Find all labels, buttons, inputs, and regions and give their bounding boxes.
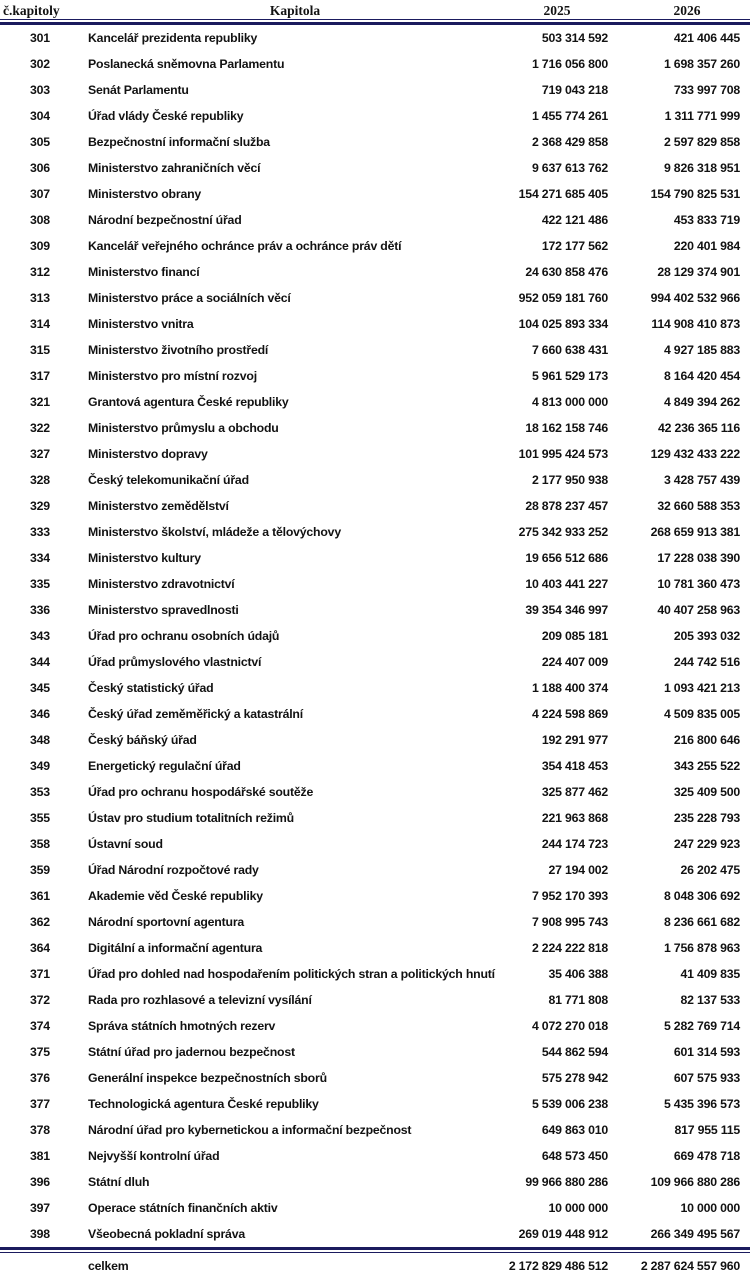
value-2026-cell: 1 311 771 999 xyxy=(664,109,740,123)
value-2026-cell: 453 833 719 xyxy=(673,213,740,227)
value-2025-cell: 649 863 010 xyxy=(541,1123,608,1137)
chapter-name-cell: Ministerstvo školství, mládeže a tělovýchovy xyxy=(88,525,341,539)
table-row xyxy=(0,883,750,909)
table-row xyxy=(0,1169,750,1195)
table-row xyxy=(0,181,750,207)
value-2026-cell: 205 393 032 xyxy=(673,629,740,643)
chapter-name-cell: Státní úřad pro jadernou bezpečnost xyxy=(88,1045,295,1059)
table-row xyxy=(0,1143,750,1169)
chapter-name-cell: Ministerstvo práce a sociálních věcí xyxy=(88,291,291,305)
header-chapter-number: č.kapitoly xyxy=(3,3,60,18)
value-2026-cell: 154 790 825 531 xyxy=(650,187,740,201)
value-2026-cell: 82 137 533 xyxy=(680,993,740,1007)
chapter-name-cell: Úřad vlády České republiky xyxy=(88,109,244,123)
chapter-number-cell: 346 xyxy=(30,707,50,721)
value-2025-cell: 27 194 002 xyxy=(548,863,608,877)
value-2025-cell: 19 656 512 686 xyxy=(525,551,608,565)
value-2025-cell: 24 630 858 476 xyxy=(525,265,608,279)
chapter-number-cell: 321 xyxy=(30,395,50,409)
chapter-number-cell: 303 xyxy=(30,83,50,97)
chapter-name-cell: Státní dluh xyxy=(88,1175,150,1189)
value-2026-cell: 129 432 433 222 xyxy=(650,447,740,461)
table-row xyxy=(0,753,750,779)
chapter-name-cell: Český telekomunikační úřad xyxy=(88,473,249,487)
table-row xyxy=(0,103,750,129)
chapter-number-cell: 333 xyxy=(30,525,50,539)
table-row xyxy=(0,1221,750,1247)
chapter-name-cell: Ministerstvo dopravy xyxy=(88,447,208,461)
header-chapter-name: Kapitola xyxy=(269,3,321,18)
chapter-number-cell: 343 xyxy=(30,629,50,643)
value-2025-cell: 575 278 942 xyxy=(541,1071,608,1085)
chapter-name-cell: Úřad průmyslového vlastnictví xyxy=(88,655,262,669)
chapter-number-cell: 364 xyxy=(30,941,50,955)
value-2025-cell: 325 877 462 xyxy=(541,785,608,799)
value-2025-cell: 9 637 613 762 xyxy=(531,161,608,175)
value-2026-cell: 601 314 593 xyxy=(673,1045,740,1059)
value-2025-cell: 81 771 808 xyxy=(548,993,608,1007)
value-2025-cell: 18 162 158 746 xyxy=(525,421,608,435)
table-row xyxy=(0,233,750,259)
value-2025-cell: 39 354 346 997 xyxy=(525,603,608,617)
table-row xyxy=(0,1013,750,1039)
value-2025-cell: 275 342 933 252 xyxy=(518,525,608,539)
value-2026-cell: 8 236 661 682 xyxy=(663,915,740,929)
chapter-name-cell: Kancelář prezidenta republiky xyxy=(88,31,258,45)
value-2026-cell: 817 955 115 xyxy=(674,1123,740,1137)
chapter-name-cell: Kancelář veřejného ochránce práv a ochránce práv dětí xyxy=(88,239,402,253)
table-row xyxy=(0,1195,750,1221)
value-2025-cell: 1 188 400 374 xyxy=(531,681,608,695)
chapter-name-cell: Ministerstvo zemědělství xyxy=(88,499,229,513)
value-2026-cell: 3 428 757 439 xyxy=(663,473,740,487)
chapter-number-cell: 381 xyxy=(30,1149,50,1163)
table-row xyxy=(0,311,750,337)
chapter-number-cell: 397 xyxy=(30,1201,50,1215)
table-row xyxy=(0,207,750,233)
value-2026-cell: 4 509 835 005 xyxy=(663,707,740,721)
table-row xyxy=(0,1065,750,1091)
value-2026-cell: 41 409 835 xyxy=(680,967,740,981)
chapter-name-cell: Operace státních finančních aktiv xyxy=(88,1201,278,1215)
value-2026-cell: 32 660 588 353 xyxy=(657,499,740,513)
chapter-number-cell: 312 xyxy=(30,265,50,279)
chapter-number-cell: 377 xyxy=(30,1097,50,1111)
chapter-name-cell: Ústavní soud xyxy=(88,837,163,851)
value-2025-cell: 7 952 170 393 xyxy=(531,889,608,903)
chapter-name-cell: Úřad pro ochranu osobních údajů xyxy=(88,629,280,643)
chapter-name-cell: Úřad pro ochranu hospodářské soutěže xyxy=(88,785,314,799)
table-row xyxy=(0,961,750,987)
value-2025-cell: 5 539 006 238 xyxy=(531,1097,608,1111)
table-row xyxy=(0,415,750,441)
chapter-name-cell: Rada pro rozhlasové a televizní vysílání xyxy=(88,993,312,1007)
value-2026-cell: 5 435 396 573 xyxy=(663,1097,740,1111)
chapter-number-cell: 361 xyxy=(30,889,50,903)
chapter-number-cell: 378 xyxy=(30,1123,50,1137)
value-2025-cell: 244 174 723 xyxy=(541,837,608,851)
table-row xyxy=(0,779,750,805)
chapter-number-cell: 306 xyxy=(30,161,50,175)
value-2026-cell: 325 409 500 xyxy=(673,785,740,799)
chapter-name-cell: Úřad Národní rozpočtové rady xyxy=(88,863,259,877)
value-2026-cell: 1 093 421 213 xyxy=(663,681,740,695)
table-row xyxy=(0,1091,750,1117)
chapter-name-cell: Všeobecná pokladní správa xyxy=(88,1227,245,1241)
value-2025-cell: 648 573 450 xyxy=(541,1149,608,1163)
chapter-number-cell: 353 xyxy=(30,785,50,799)
table-row xyxy=(0,571,750,597)
table-row xyxy=(0,1117,750,1143)
value-2026-cell: 733 997 708 xyxy=(673,83,740,97)
chapter-number-cell: 398 xyxy=(30,1227,50,1241)
value-2026-cell: 216 800 646 xyxy=(673,733,740,747)
table-row xyxy=(0,285,750,311)
value-2025-cell: 422 121 486 xyxy=(541,213,608,227)
value-2025-cell: 269 019 448 912 xyxy=(518,1227,608,1241)
value-2026-cell: 26 202 475 xyxy=(680,863,740,877)
chapter-name-cell: Ministerstvo spravedlnosti xyxy=(88,603,239,617)
chapter-number-cell: 307 xyxy=(30,187,50,201)
chapter-number-cell: 335 xyxy=(30,577,50,591)
value-2025-cell: 28 878 237 457 xyxy=(525,499,608,513)
value-2025-cell: 221 963 868 xyxy=(541,811,608,825)
value-2026-cell: 28 129 374 901 xyxy=(657,265,740,279)
value-2025-cell: 5 961 529 173 xyxy=(531,369,608,383)
chapter-number-cell: 309 xyxy=(30,239,50,253)
value-2026-cell: 9 826 318 951 xyxy=(663,161,740,175)
table-row xyxy=(0,545,750,571)
chapter-number-cell: 328 xyxy=(30,473,50,487)
value-2025-cell: 99 966 880 286 xyxy=(525,1175,608,1189)
chapter-name-cell: Ministerstvo kultury xyxy=(88,551,201,565)
chapter-number-cell: 327 xyxy=(30,447,50,461)
chapter-name-cell: Ústav pro studium totalitních režimů xyxy=(88,811,294,825)
chapter-number-cell: 372 xyxy=(30,993,50,1007)
chapter-name-cell: Bezpečnostní informační služba xyxy=(88,135,270,149)
table-row xyxy=(0,25,750,51)
table-row xyxy=(0,129,750,155)
value-2025-cell: 192 291 977 xyxy=(541,733,608,747)
table-body xyxy=(0,25,750,1247)
value-2025-cell: 952 059 181 760 xyxy=(518,291,608,305)
value-2025-cell: 7 908 995 743 xyxy=(531,915,608,929)
value-2025-cell: 10 000 000 xyxy=(548,1201,608,1215)
value-2025-cell: 10 403 441 227 xyxy=(525,577,608,591)
table-row xyxy=(0,77,750,103)
table-row xyxy=(0,259,750,285)
table-row xyxy=(0,337,750,363)
table-row xyxy=(0,441,750,467)
chapter-name-cell: Úřad pro dohled nad hospodařením politických stran a politických hnutí xyxy=(88,967,495,981)
value-2025-cell: 172 177 562 xyxy=(541,239,608,253)
value-2025-cell: 4 224 598 869 xyxy=(531,707,608,721)
table-row xyxy=(0,805,750,831)
table-row xyxy=(0,155,750,181)
chapter-number-cell: 305 xyxy=(30,135,50,149)
total-value-2025: 2 172 829 486 512 xyxy=(508,1258,608,1273)
value-2026-cell: 994 402 532 966 xyxy=(650,291,740,305)
chapter-number-cell: 349 xyxy=(30,759,50,773)
value-2025-cell: 2 224 222 818 xyxy=(531,941,608,955)
chapter-name-cell: Ministerstvo zdravotnictví xyxy=(88,577,235,591)
table-row xyxy=(0,987,750,1013)
value-2026-cell: 268 659 913 381 xyxy=(650,525,740,539)
value-2026-cell: 669 478 718 xyxy=(673,1149,740,1163)
table-row xyxy=(0,675,750,701)
chapter-name-cell: Národní sportovní agentura xyxy=(88,915,245,929)
chapter-number-cell: 345 xyxy=(30,681,50,695)
value-2026-cell: 8 048 306 692 xyxy=(663,889,740,903)
chapter-name-cell: Český statistický úřad xyxy=(88,681,214,695)
table-row xyxy=(0,1039,750,1065)
chapter-number-cell: 396 xyxy=(30,1175,50,1189)
chapter-name-cell: Ministerstvo zahraničních věcí xyxy=(88,161,261,175)
value-2025-cell: 1 716 056 800 xyxy=(531,57,608,71)
value-2026-cell: 109 966 880 286 xyxy=(650,1175,740,1189)
value-2025-cell: 101 995 424 573 xyxy=(518,447,608,461)
chapter-number-cell: 358 xyxy=(30,837,50,851)
table-row xyxy=(0,51,750,77)
header-year-2026: 2026 xyxy=(673,3,701,18)
table-row xyxy=(0,649,750,675)
table-row xyxy=(0,909,750,935)
value-2025-cell: 503 314 592 xyxy=(541,31,608,45)
value-2026-cell: 343 255 522 xyxy=(673,759,740,773)
chapter-name-cell: Ministerstvo financí xyxy=(88,265,200,279)
value-2025-cell: 4 072 270 018 xyxy=(531,1019,608,1033)
chapter-number-cell: 302 xyxy=(30,57,50,71)
chapter-number-cell: 336 xyxy=(30,603,50,617)
value-2025-cell: 209 085 181 xyxy=(541,629,608,643)
chapter-name-cell: Ministerstvo vnitra xyxy=(88,317,194,331)
chapter-number-cell: 355 xyxy=(30,811,50,825)
chapter-number-cell: 374 xyxy=(30,1019,50,1033)
value-2026-cell: 1 756 878 963 xyxy=(663,941,740,955)
chapter-number-cell: 308 xyxy=(30,213,50,227)
table-row xyxy=(0,935,750,961)
value-2025-cell: 719 043 218 xyxy=(541,83,608,97)
value-2025-cell: 104 025 893 334 xyxy=(518,317,608,331)
chapter-number-cell: 304 xyxy=(30,109,50,123)
value-2025-cell: 354 418 453 xyxy=(541,759,608,773)
chapter-name-cell: Český báňský úřad xyxy=(88,733,197,747)
chapter-name-cell: Grantová agentura České republiky xyxy=(88,395,289,409)
chapter-number-cell: 317 xyxy=(30,369,50,383)
chapter-number-cell: 376 xyxy=(30,1071,50,1085)
chapter-name-cell: Digitální a informační agentura xyxy=(88,941,263,955)
chapter-number-cell: 313 xyxy=(30,291,50,305)
chapter-name-cell: Akademie věd České republiky xyxy=(88,889,263,903)
chapter-name-cell: Ministerstvo pro místní rozvoj xyxy=(88,369,257,383)
chapter-name-cell: Poslanecká sněmovna Parlamentu xyxy=(88,57,285,71)
chapter-name-cell: Český úřad zeměměřický a katastrální xyxy=(88,707,303,721)
value-2026-cell: 4 849 394 262 xyxy=(663,395,740,409)
value-2026-cell: 235 228 793 xyxy=(673,811,740,825)
table-row xyxy=(0,363,750,389)
chapter-number-cell: 301 xyxy=(30,31,50,45)
value-2025-cell: 1 455 774 261 xyxy=(531,109,608,123)
value-2025-cell: 224 407 009 xyxy=(541,655,608,669)
value-2026-cell: 421 406 445 xyxy=(673,31,740,45)
chapter-name-cell: Senát Parlamentu xyxy=(88,83,189,97)
value-2026-cell: 244 742 516 xyxy=(673,655,740,669)
value-2025-cell: 154 271 685 405 xyxy=(518,187,608,201)
chapter-name-cell: Ministerstvo průmyslu a obchodu xyxy=(88,421,279,435)
chapter-name-cell: Ministerstvo životního prostředí xyxy=(88,343,269,357)
chapter-number-cell: 334 xyxy=(30,551,50,565)
chapter-name-cell: Nejvyšší kontrolní úřad xyxy=(88,1149,220,1163)
value-2025-cell: 544 862 594 xyxy=(541,1045,608,1059)
value-2026-cell: 1 698 357 260 xyxy=(663,57,740,71)
chapter-name-cell: Generální inspekce bezpečnostních sborů xyxy=(88,1071,327,1085)
total-value-2026: 2 287 624 557 960 xyxy=(640,1258,740,1273)
value-2026-cell: 114 908 410 873 xyxy=(651,317,740,331)
chapter-name-cell: Technologická agentura České republiky xyxy=(88,1097,319,1111)
value-2026-cell: 42 236 365 116 xyxy=(658,421,740,435)
table-row xyxy=(0,493,750,519)
value-2025-cell: 35 406 388 xyxy=(548,967,608,981)
value-2026-cell: 8 164 420 454 xyxy=(663,369,740,383)
chapter-name-cell: Národní úřad pro kybernetickou a informační bezpečnost xyxy=(88,1123,412,1137)
chapter-name-cell: Národní bezpečnostní úřad xyxy=(88,213,242,227)
value-2026-cell: 266 349 495 567 xyxy=(650,1227,740,1241)
value-2026-cell: 4 927 185 883 xyxy=(663,343,740,357)
value-2026-cell: 17 228 038 390 xyxy=(657,551,740,565)
header-year-2025: 2025 xyxy=(543,3,571,18)
value-2025-cell: 7 660 638 431 xyxy=(531,343,608,357)
chapter-name-cell: Ministerstvo obrany xyxy=(88,187,202,201)
value-2026-cell: 2 597 829 858 xyxy=(663,135,740,149)
value-2026-cell: 220 401 984 xyxy=(673,239,740,253)
table-row xyxy=(0,467,750,493)
value-2025-cell: 4 813 000 000 xyxy=(531,395,608,409)
chapter-number-cell: 371 xyxy=(30,967,50,981)
value-2026-cell: 10 781 360 473 xyxy=(657,577,740,591)
chapter-name-cell: Správa státních hmotných rezerv xyxy=(88,1019,276,1033)
chapter-number-cell: 314 xyxy=(30,317,50,331)
chapter-number-cell: 344 xyxy=(30,655,50,669)
table-row xyxy=(0,389,750,415)
table-row xyxy=(0,727,750,753)
chapter-number-cell: 362 xyxy=(30,915,50,929)
table-row xyxy=(0,623,750,649)
chapter-number-cell: 348 xyxy=(30,733,50,747)
total-row xyxy=(0,1253,750,1278)
table-header-row xyxy=(0,0,750,19)
table-row xyxy=(0,519,750,545)
value-2025-cell: 2 177 950 938 xyxy=(531,473,608,487)
value-2026-cell: 40 407 258 963 xyxy=(657,603,740,617)
chapter-number-cell: 322 xyxy=(30,421,50,435)
chapter-name-cell: Energetický regulační úřad xyxy=(88,759,241,773)
table-row xyxy=(0,597,750,623)
chapter-number-cell: 329 xyxy=(30,499,50,513)
chapter-number-cell: 359 xyxy=(30,863,50,877)
value-2025-cell: 2 368 429 858 xyxy=(531,135,608,149)
chapter-number-cell: 375 xyxy=(30,1045,50,1059)
chapter-number-cell: 315 xyxy=(30,343,50,357)
total-label: celkem xyxy=(88,1258,129,1273)
value-2026-cell: 607 575 933 xyxy=(673,1071,740,1085)
value-2026-cell: 10 000 000 xyxy=(680,1201,740,1215)
value-2026-cell: 5 282 769 714 xyxy=(663,1019,740,1033)
table-row xyxy=(0,857,750,883)
table-row xyxy=(0,831,750,857)
value-2026-cell: 247 229 923 xyxy=(673,837,740,851)
table-row xyxy=(0,701,750,727)
